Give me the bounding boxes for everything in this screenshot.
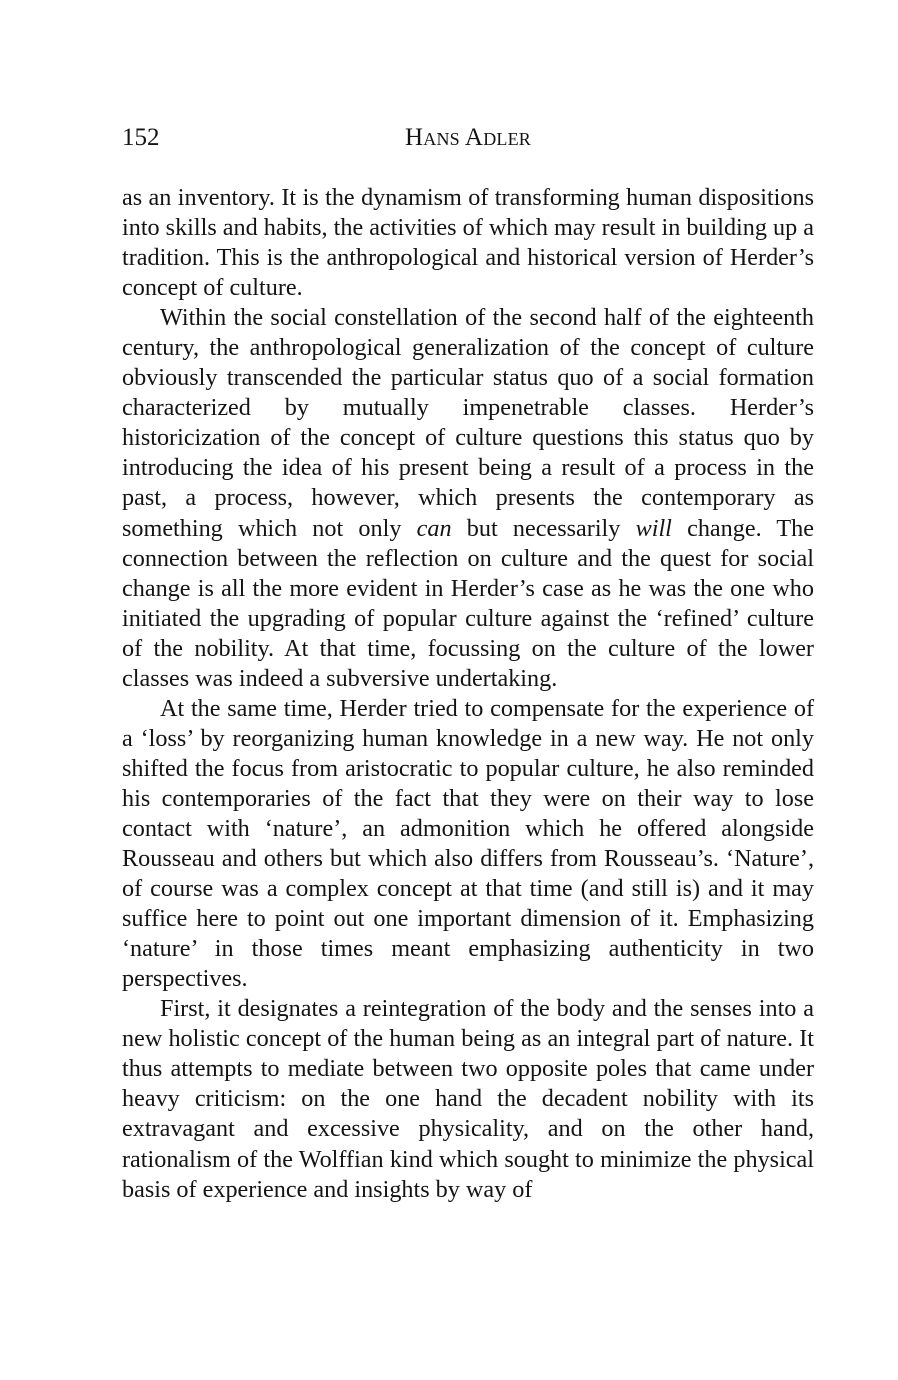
paragraph-2-text-end: change. The connection between the reflection on culture and the quest for social change is all the more evident in Herder’s case as he was the one who initiated the upgrading of popular culture against the ‘refined’ culture of the nobility. At that time, focussing on the culture of the lower classes was indeed a subversive undertaking. bbox=[122, 514, 815, 692]
page-header bbox=[122, 124, 814, 158]
paragraph-2 bbox=[122, 303, 814, 694]
page-number: 152 bbox=[122, 124, 160, 151]
paragraph-3-text: At the same time, Herder tried to compensate for the experience of a ‘loss’ by reorganizing human knowledge in a new way. He not only shifted the focus from aristocratic to popular culture, he also reminded his contemporaries of the fact that they were on their way to lose contact with ‘nature’, an admonition which he offered alongside Rousseau and others but which also differs from Rousseau’s. ‘Nature’, of course was a complex concept at that time (and still is) and it may suffice here to point out one important dimension of it. Emphasizing ‘nature’ in those times meant emphasizing authenticity in two perspectives. bbox=[122, 694, 814, 993]
running-head: Hans Adler bbox=[405, 124, 531, 151]
paragraph-1 bbox=[122, 183, 814, 303]
paragraph-2-text-start: Within the social constellation of the second half of the eighteenth century, the anthropological generalization of the concept of culture obviously transcended the particular status quo of a social formation characterized by mutually impenetrable classes. Herder’s historicization of the concept of culture questions this status quo by introducing the idea of his present being a result of a process in the past, a process, however, which presents the contemporary as something which not only bbox=[122, 304, 814, 542]
body-text bbox=[122, 183, 814, 1205]
paragraph-4-text: First, it designates a reintegration of the body and the senses into a new holistic concept of the human being as an integral part of nature. It thus attempts to mediate between two opposite poles that came under heavy criticism: on the one hand the decadent nobility with its extravagant and excessive physicality, and on the other hand, rationalism of the Wolffian kind which sought to minimize the physical basis of experience and insights by way of bbox=[122, 995, 814, 1203]
paragraph-4 bbox=[122, 994, 814, 1204]
italic-will: will bbox=[635, 514, 672, 542]
paragraph-2-text-middle: but necessarily bbox=[451, 514, 636, 542]
italic-can: can bbox=[416, 514, 452, 542]
paragraph-1-text: as an inventory. It is the dynamism of transforming human dispositions into skills and habits, the activities of which may result in building up a tradition. This is the anthropological and historical version of Herder’s concept of culture. bbox=[122, 184, 814, 302]
paragraph-3 bbox=[122, 694, 814, 994]
